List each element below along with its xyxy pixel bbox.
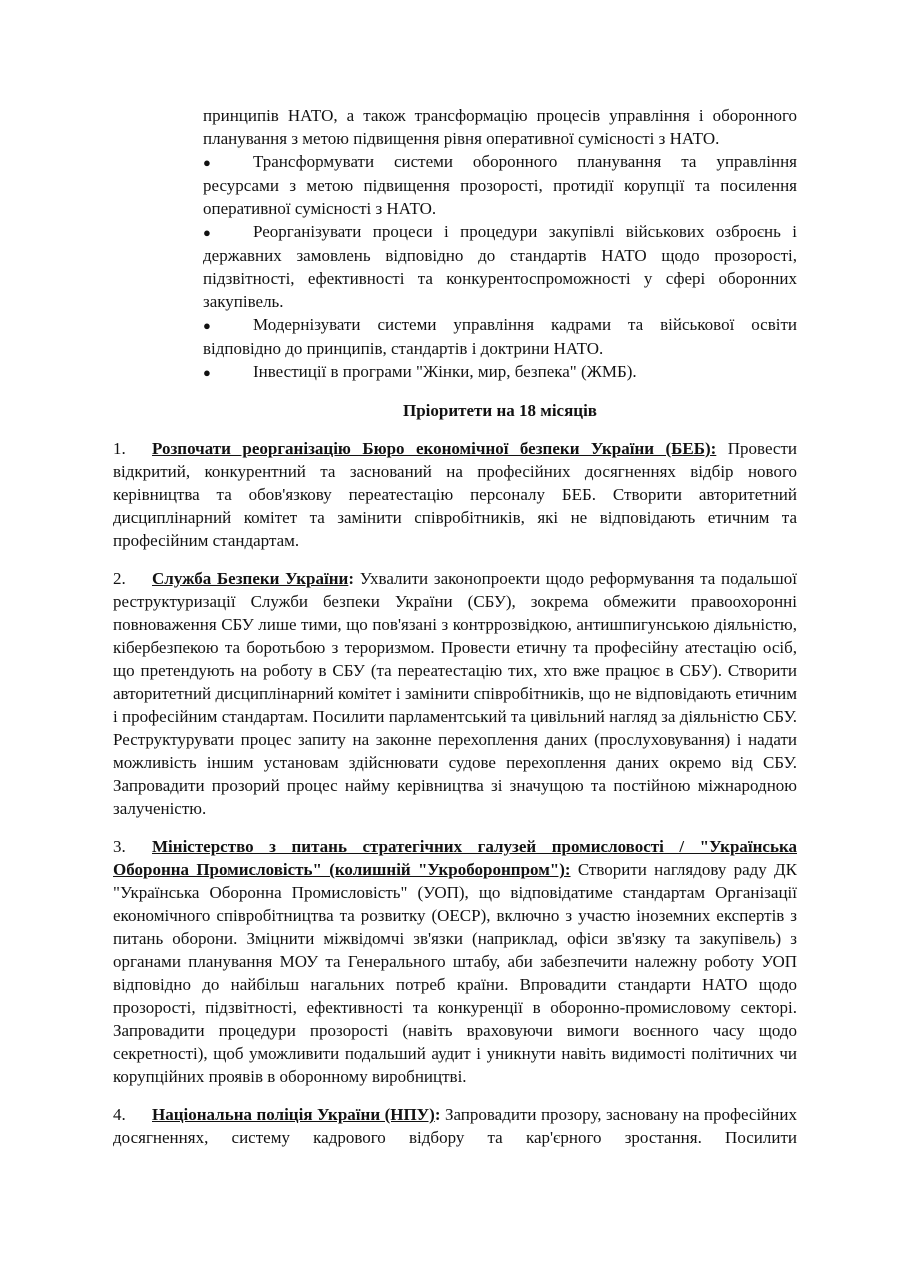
bullet-icon: ● [203, 318, 211, 333]
numbered-item [113, 1103, 797, 1149]
item-number: 1. [113, 439, 126, 458]
numbered-item [113, 835, 797, 1088]
numbered-item [113, 567, 797, 820]
item-title: Національна поліція України (НПУ) [152, 1105, 435, 1124]
section-heading: Пріоритети на 18 місяців [403, 401, 597, 420]
bullet-item [203, 313, 797, 360]
item-body: Створити наглядову раду ДК "Українська Оборонна Промисловість" (УОП), що відповідатиме стандартам Організації економічного співробітництва та розвитку (ОЕСР), включно з участю іноземних експертів з питань оборони. Зміцнити міжвідомчі зв'язки (наприклад, офіси зв'язку та закупівель) з органами планування МОУ та Генерального штабу, аби забезпечити належну роботу УОП відповідно до найбільш нагальних потреб країни. Впровадити стандарти НАТО щодо прозорості, підзвітності, ефективності та конкуренції в оборонно-промисловому секторі. Запровадити процедури прозорості (навіть враховуючи вимоги воєнного часу щодо секретності), щоб уможливити подальший аудит і уникнути навіть видимості політичних чи корупційних проявів в оборонному виробництві. [113, 860, 797, 1086]
item-body: Провести відкритий, конкурентний та заснований на професійних досягненнях відбір нового керівництва та обов'язкову переатестацію персоналу БЕБ. Створити авторитетний дисциплінарний комітет та замінити співробітників, які не відповідають етичним та професійним стандартам. [113, 439, 797, 550]
bullet-item [203, 360, 797, 384]
bullet-item [203, 150, 797, 220]
item-title: Служба Безпеки України [152, 569, 349, 588]
item-number: 4. [113, 1105, 126, 1124]
bullet-text: Трансформувати системи оборонного планування та управління ресурсами з метою підвищення прозорості, протидії корупції та посилення оперативної сумісності з НАТО. [203, 152, 797, 218]
item-title: Розпочати реорганізацію Бюро економічної безпеки України (БЕБ): [152, 439, 717, 458]
numbered-item [113, 437, 797, 552]
item-title: Міністерство з питань стратегічних галузей промисловості / "Українська Оборонна Промисловість" (колишній "Укроборонпром"): [113, 837, 797, 879]
bullet-icon: ● [203, 225, 211, 240]
bullet-text: Реорганізувати процеси і процедури закупівлі військових озброєнь і державних замовлень відповідно до стандартів НАТО щодо прозорості, підзвітності, ефективності та конкурентоспроможності у сфері оборонних закупівель. [203, 222, 797, 311]
bullet-icon: ● [203, 155, 211, 170]
item-number: 3. [113, 837, 126, 856]
paragraph-continuation: принципів НАТО, а також трансформацію процесів управління і оборонного планування з метою підвищення рівня оперативної сумісності з НАТО. [203, 106, 797, 148]
item-title-separator: : [348, 569, 354, 588]
item-title-separator: : [434, 1105, 441, 1124]
bullet-icon: ● [203, 365, 211, 380]
bullet-text: Модернізувати системи управління кадрами та військової освіти відповідно до принципів, стандартів і доктрини НАТО. [203, 315, 797, 358]
bullet-item [203, 220, 797, 313]
item-body: Ухвалити законопроекти щодо реформування та подальшої реструктуризації Служби безпеки України (СБУ), зокрема обмежити правоохоронні повноваження СБУ лише тими, що пов'язані з контррозвідкою, антишпигунською діяльністю, кібербезпекою та боротьбою з тероризмом. Провести етичну та професійну атестацію осіб, що претендують на роботу в СБУ (та переатестацію тих, хто вже працює в СБУ). Створити авторитетний дисциплінарний комітет і замінити співробітників, що не відповідають етичним і професійним стандартам. Посилити парламентський та цивільний нагляд за діяльністю СБУ. Реструктурувати процес запиту на законне перехоплення даних (прослуховування) і надати можливість іншим установам здійснювати судове перехоплення даних окремо від СБУ. Запровадити прозорий процес найму керівництва зі значущою та постійною міжнародною залученістю. [113, 569, 797, 818]
item-number: 2. [113, 569, 126, 588]
bullet-text: Інвестиції в програми "Жінки, мир, безпека" (ЖМБ). [253, 362, 637, 381]
item-body: Запровадити прозору, засновану на професійних досягненнях, систему кадрового відбору та кар'єрного зростання. Посилити [113, 1105, 797, 1147]
